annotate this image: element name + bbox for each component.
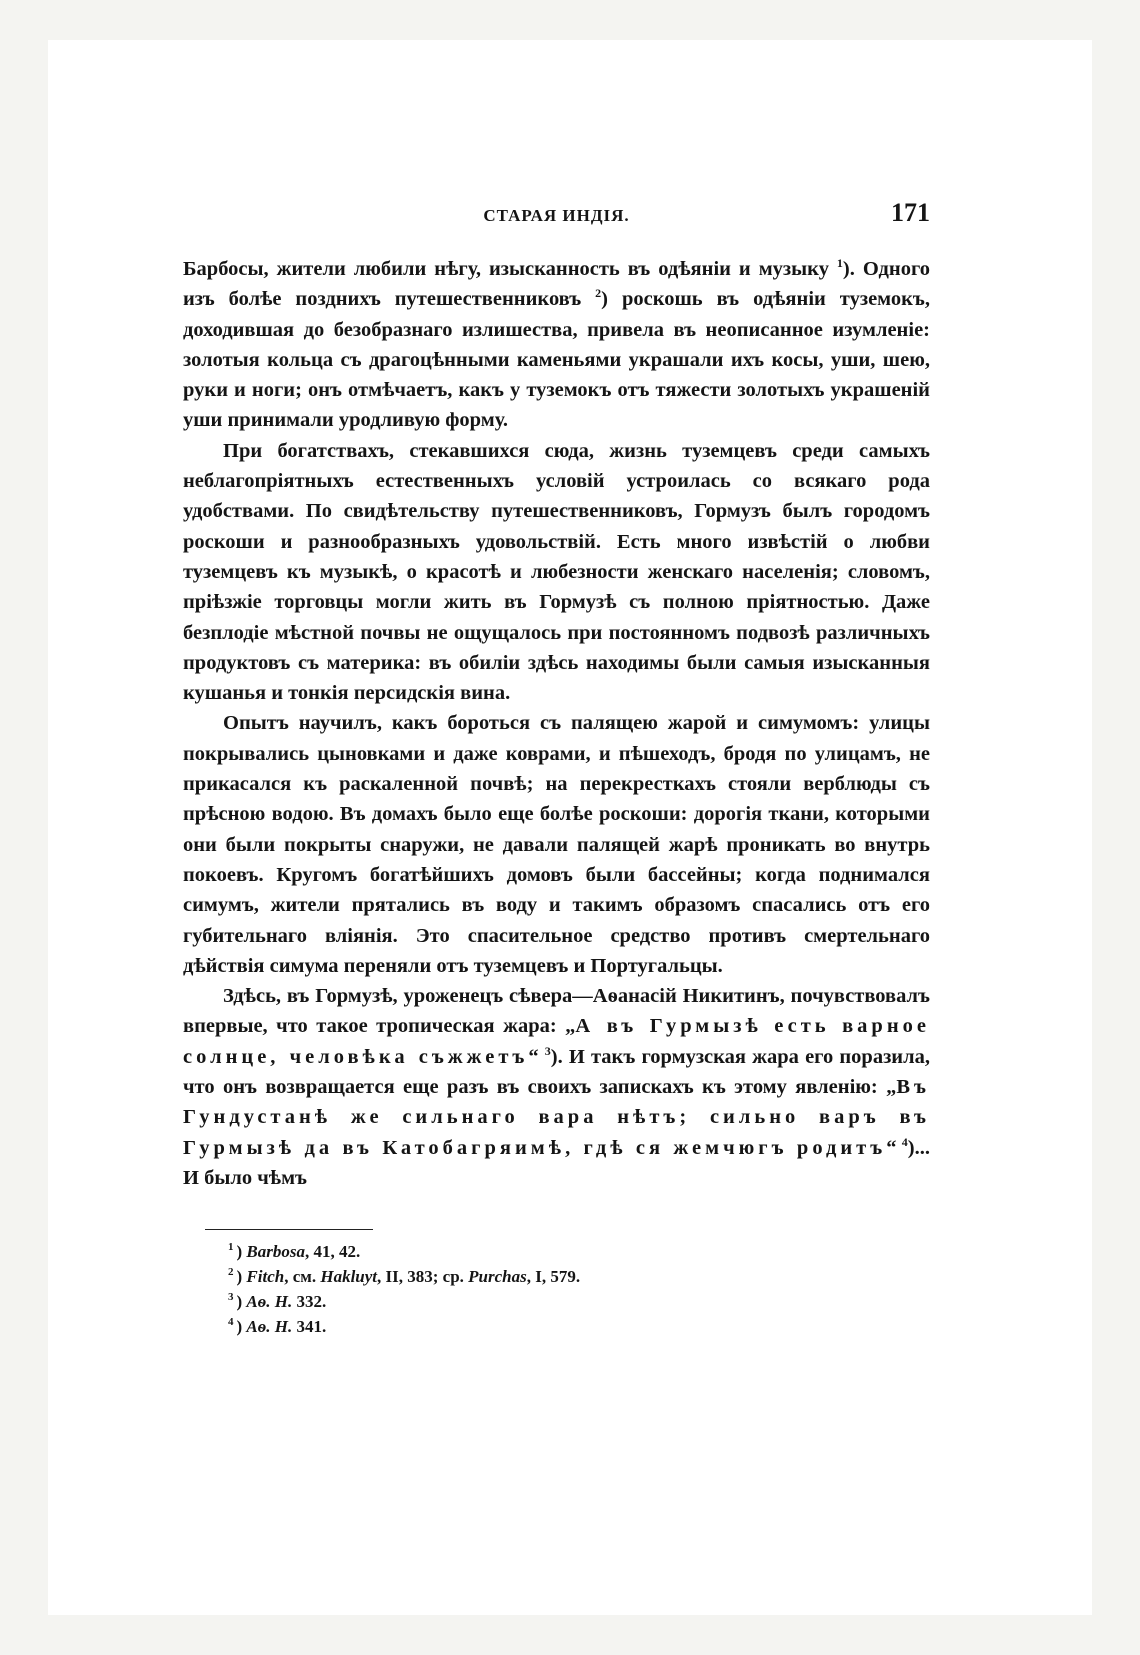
page-number: 171 [891, 198, 930, 227]
body-text [183, 254, 930, 1193]
paragraph-1: Барбосы, жители любили нѣгу, изысканность въ одѣяніи и музыку $^1$). Одного изъ болѣе позднихъ путешественниковъ $^2$) роскошь въ одѣяніи туземокъ, доходившая до безобразнаго излишества, привела въ неописанное изумленіе: золотыя кольца съ драгоцѣнными каменьями украшали ихъ косы, уши, шею, руки и ноги; онъ отмѣчаетъ, какъ у туземокъ отъ тяжести золотыхъ украшеній уши принимали уродливую форму. [183, 256, 931, 432]
running-header [183, 198, 930, 232]
running-title: СТАРАЯ ИНДІЯ. [483, 206, 630, 225]
footnote-separator [205, 1229, 373, 1230]
quote-2: Въ Гундустанѣ же сильнаго вара нѣтъ; сильно варъ въ Гурмызѣ да въ Катобагряимѣ, гдѣ ся жемчюгъ родитъ [183, 1076, 930, 1159]
footnote-ref-2: 2 [595, 286, 602, 301]
footnote-ref-3: 3 [544, 1043, 551, 1058]
quote-1: А въ Гурмызѣ есть варное солнце, человѣка съжжетъ [183, 1015, 930, 1068]
paragraph-3: Опытъ научилъ, какъ бороться съ палящею жарой и симумомъ: улицы покрывались цыновками и даже коврами, и пѣшеходъ, бродя по улицамъ, не прикасался къ раскаленной почвѣ; на перекресткахъ стояли верблюды съ прѣсною водою. Въ домахъ было еще болѣе роскоши: дорогія ткани, которыми они были покрыты снаружи, не давали палящей жарѣ проникать во внутрь покоевъ. Кругомъ богатѣйшихъ домовъ были бассейны; когда поднимался симумъ, жители прятались въ воду и такимъ образомъ спасались отъ его губительнаго вліянія. Это спасительное средство противъ смертельнаго дѣйствія симума переняли отъ туземцевъ и Португальцы. [183, 712, 930, 977]
footnote-ref-1: 1 [836, 256, 843, 271]
footnote-4: $^4$ ) Аѳ. Н. 341. [228, 1316, 327, 1336]
paragraph-4: Здѣсь, въ Гормузѣ, уроженецъ сѣвера—Аѳанасій Никитинъ, почувствовалъ впервые, что такое тропическая жара: „А въ Гурмызѣ есть варное солнце, человѣка съжжетъ“ $^3$). И такъ гормузская жара его поразила, что онъ возвращается еще разъ въ своихъ запискахъ къ этому явленію: „Въ Гундустанѣ же сильнаго вара нѣтъ; сильно варъ въ Гурмызѣ да въ Катобагряимѣ, гдѣ ся жемчюгъ родитъ“ $^4$)... И было чѣмъ [183, 985, 930, 1189]
footnote-1: $^1$ ) Barbosa, 41, 42. [228, 1241, 361, 1261]
footnotes [228, 1239, 928, 1339]
footnote-3: $^3$ ) Аѳ. Н. 332. [228, 1291, 327, 1311]
footnote-2: $^2$ ) Fitch, см. Hakluyt, II, 383; ср. Purchas, I, 579. [228, 1266, 581, 1286]
paragraph-2: При богатствахъ, стекавшихся сюда, жизнь туземцевъ среди самыхъ неблагопріятныхъ естественныхъ условій устроилась со всякаго рода удобствами. По свидѣтельству путешественниковъ, Гормузъ былъ городомъ роскоши и разнообразныхъ удовольствій. Есть много извѣстій о любви туземцевъ къ музыкѣ, о красотѣ и любезности женскаго населенія; словомъ, пріѣзжіе торговцы могли жить въ Гормузѣ съ полною пріятностью. Даже безплодіе мѣстной почвы не ощущалось при постоянномъ подвозѣ различныхъ продуктовъ съ материка: въ обиліи здѣсь находимы были самыя изысканныя кушанья и тонкія персидскія вина. [183, 439, 930, 705]
footnote-ref-4: 4 [901, 1134, 908, 1149]
